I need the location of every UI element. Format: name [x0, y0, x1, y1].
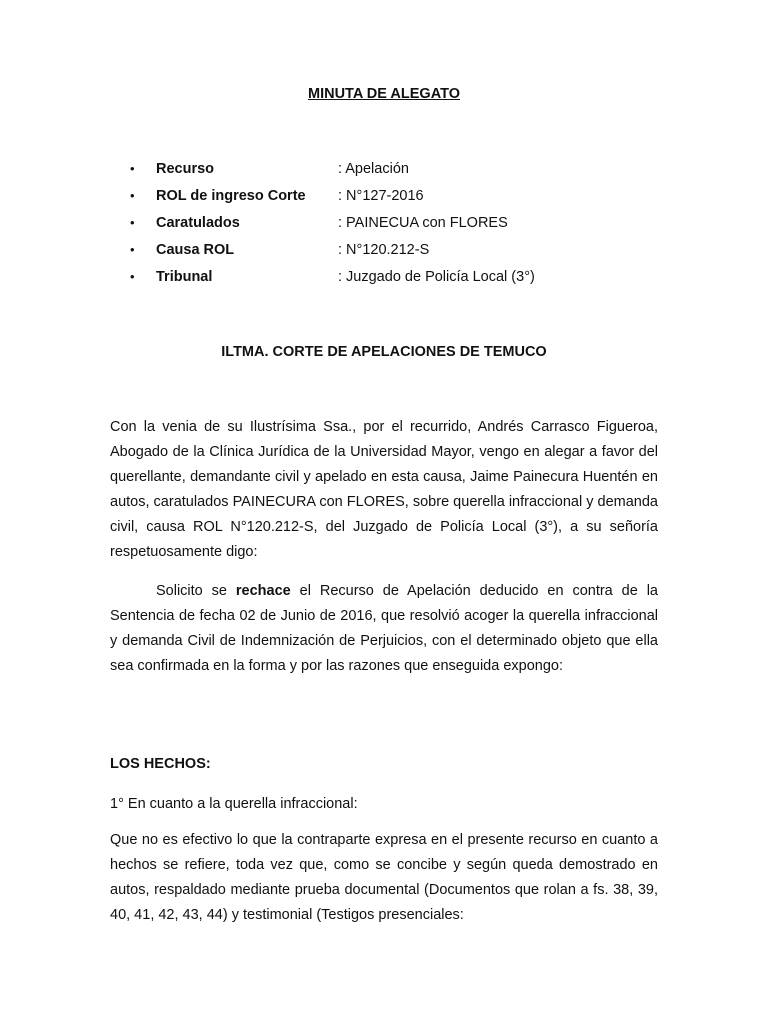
bullet-icon: • — [130, 188, 135, 203]
fact-item-recurso — [130, 158, 730, 185]
fact-value: : Apelación — [338, 161, 409, 177]
intro-paragraph: Con la venia de su Ilustrísima Ssa., por el recurrido, Andrés Carrasco Figueroa, Abogado de la Clínica Jurídica de la Universidad Mayor, vengo en alegar a favor del querellante, demandante civil y apelado en esta causa, Jaime Painecura Huentén en autos, caratulados PAINECURA con FLORES, sobre querella infraccional y demanda civil, causa ROL N°120.212-S, del Juzgado de Policía Local (3°), a su señoría respetuosamente digo: — [110, 419, 658, 560]
request-text-before: Solicito se — [156, 583, 236, 599]
bullet-icon: • — [130, 215, 135, 230]
bullet-icon: • — [130, 161, 135, 176]
fact-label: Recurso — [156, 161, 215, 177]
request-text-after: el Recurso de Apelación deducido en contra de la Sentencia de fecha 02 de Junio de 2016, que resolvió acoger la querella infraccional y demanda Civil de Indemnización de Perjuicios, con el determinado objeto que ella sea confirmada en la forma y por las razones que enseguida expongo: — [110, 583, 658, 674]
request-text-bold: rechace — [235, 583, 291, 599]
request-paragraph — [110, 579, 658, 679]
fact-item-caratulados — [130, 212, 730, 239]
fact-label: ROL de ingreso Corte — [156, 188, 306, 204]
subsection-paragraph: 1° En cuanto a la querella infraccional: — [110, 796, 358, 812]
bullet-icon: • — [130, 242, 135, 257]
document-title: MINUTA DE ALEGATO — [308, 86, 460, 102]
fact-label: Causa ROL — [156, 242, 235, 258]
fact-item-causa-rol — [130, 239, 730, 266]
fact-label: Caratulados — [156, 215, 240, 231]
fact-value: : N°120.212-S — [338, 242, 430, 258]
fact-value: : Juzgado de Policía Local (3°) — [338, 269, 535, 285]
bullet-icon: • — [130, 269, 135, 284]
fact-item-rol-ingreso — [130, 185, 730, 212]
fact-item-tribunal — [130, 266, 730, 293]
facts-paragraph: Que no es efectivo lo que la contraparte expresa en el presente recurso en cuanto a hechos se refiere, toda vez que, como se concibe y según queda demostrado en autos, respaldado mediante prueba documental (Documentos que rolan a fs. 38, 39, 40, 41, 42, 43, 44) y testimonial (Testigos presenciales: — [110, 832, 658, 923]
case-facts-list — [130, 158, 730, 293]
court-heading: ILTMA. CORTE DE APELACIONES DE TEMUCO — [221, 344, 547, 360]
fact-value: : N°127-2016 — [338, 188, 424, 204]
section-heading-hechos: LOS HECHOS: — [110, 756, 211, 772]
fact-value: : PAINECUA con FLORES — [338, 215, 508, 231]
fact-label: Tribunal — [156, 269, 213, 285]
